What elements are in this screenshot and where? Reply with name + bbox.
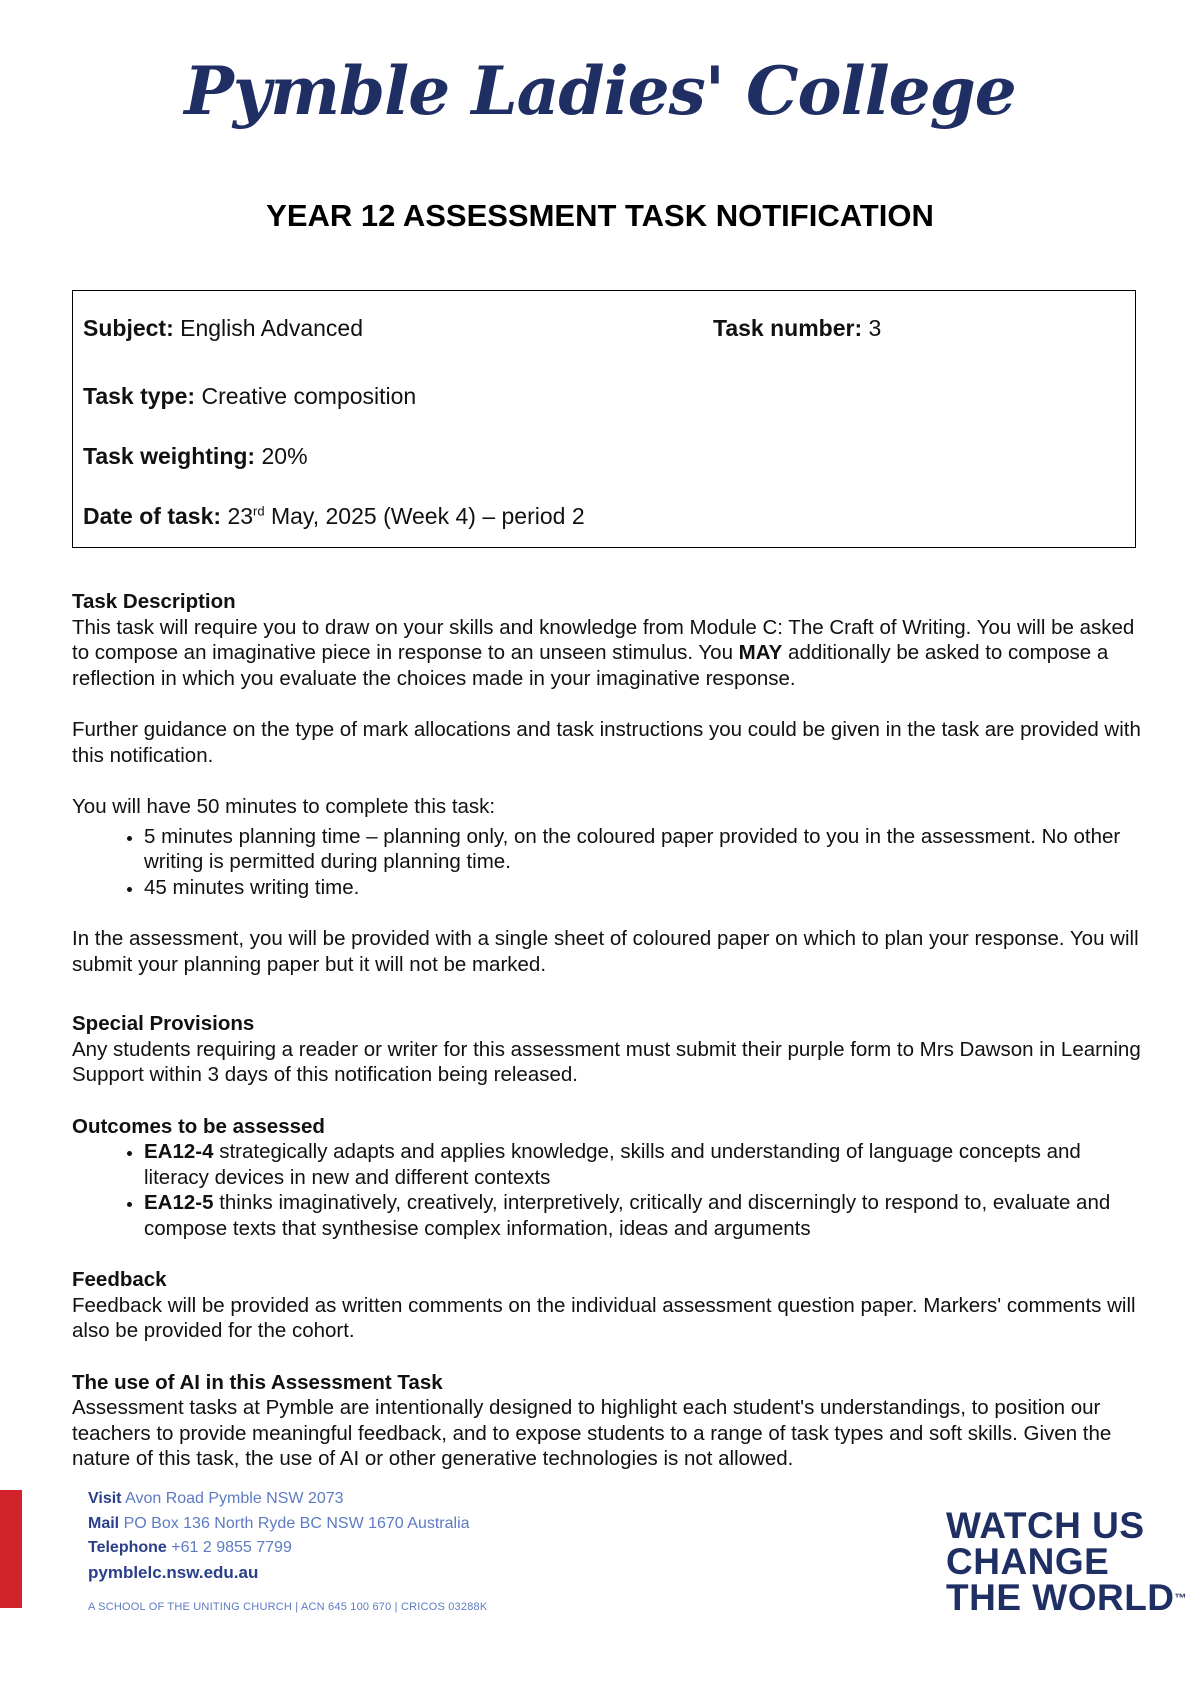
task-weighting-field <box>83 443 308 470</box>
time-list-item: • 45 minutes writing time. <box>144 875 1142 901</box>
description-text-a: This task will require you to draw on your skills and knowledge from Module C: The Craft of Writing. You will be asked to compose an imaginative piece in response to an unseen stimulus. You <box>72 615 1135 664</box>
guidance-paragraph: Further guidance on the type of mark allocations and task instructions you could be given in the task are provided with this notification. <box>72 718 1141 767</box>
footer-accent-bar <box>0 1490 22 1608</box>
time-list <box>72 824 1142 901</box>
outcome-item <box>144 1190 1142 1241</box>
phone-label: Telephone <box>88 1539 167 1556</box>
time-list-item: • 5 minutes planning time – planning only, on the coloured paper provided to you in the assessment. No other writing is permitted during planning time. <box>144 824 1142 875</box>
tagline-line: WATCH US <box>946 1505 1145 1546</box>
footer-mail <box>88 1512 487 1537</box>
task-number-field <box>713 315 881 342</box>
subject-value: English Advanced <box>180 315 363 341</box>
footer-contact <box>88 1487 487 1620</box>
footer-small-print: A SCHOOL OF THE UNITING CHURCH | ACN 645 100 670 | CRICOS 03288K <box>88 1601 488 1613</box>
task-number-value: 3 <box>868 315 882 341</box>
visit-label: Visit <box>88 1490 122 1507</box>
special-provisions-text: Any students requiring a reader or writer for this assessment must submit their purple form to Mrs Dawson in Learning Support within 3 days of this notification being released. <box>72 1037 1141 1086</box>
subject-field <box>83 315 363 342</box>
phone-value: +61 2 9855 7799 <box>171 1539 292 1556</box>
planning-paragraph: In the assessment, you will be provided with a single sheet of coloured paper on which to plan your response. You will submit your planning paper but it will not be marked. <box>72 927 1139 976</box>
ai-text: Assessment tasks at Pymble are intentionally designed to highlight each student's understandings, to position our teachers to provide meaningful feedback, and to expose students to a range of task types and soft skills. Given the nature of this task, the use of AI or other generative technologies is not allowed. <box>72 1396 1112 1470</box>
task-type-label: Task type: <box>83 383 196 409</box>
tagline-line: THE WORLD <box>946 1577 1175 1618</box>
outcomes-heading: Outcomes to be assessed <box>72 1114 325 1138</box>
trademark-mark: ™ <box>1174 1591 1188 1605</box>
mail-value: PO Box 136 North Ryde BC NSW 1670 Australia <box>123 1514 470 1532</box>
description-text-b: additionally be asked to compose a reflection in which you evaluate the choices made in your imaginative response. <box>72 641 1109 690</box>
tagline-logo <box>946 1505 1188 1618</box>
outcome-text: thinks imaginatively, creatively, interpretively, critically and discerningly to respond to, evaluate and compose texts that synthesise complex information, ideas and arguments <box>144 1191 1111 1240</box>
ai-heading: The use of AI in this Assessment Task <box>72 1370 443 1394</box>
date-label: Date of task: <box>83 503 222 529</box>
task-info-box <box>72 290 1136 548</box>
date-suffix: rd <box>253 503 265 519</box>
task-weighting-value: 20% <box>261 443 308 469</box>
page-title: YEAR 12 ASSESSMENT TASK NOTIFICATION <box>266 198 934 233</box>
document-body <box>72 589 1142 1472</box>
task-description-heading: Task Description <box>72 590 236 613</box>
footer-phone <box>88 1536 487 1561</box>
date-day: 23 <box>227 503 254 529</box>
footer-visit <box>88 1487 487 1512</box>
college-logo: Pymble Ladies' College <box>184 52 1016 130</box>
time-paragraph: You will have 50 minutes to complete this task: <box>72 795 496 818</box>
date-rest: May, 2025 (Week 4) – period 2 <box>270 503 585 529</box>
task-type-field <box>83 383 416 410</box>
footer-website-link[interactable]: pymblelc.nsw.edu.au <box>88 1562 259 1582</box>
task-weighting-label: Task weighting: <box>83 443 256 469</box>
outcome-code: EA12-5 <box>144 1191 214 1214</box>
task-description-paragraph <box>72 615 1142 692</box>
visit-value: Avon Road Pymble NSW 2073 <box>125 1490 344 1507</box>
outcomes-list <box>72 1139 1142 1241</box>
feedback-text: Feedback will be provided as written comments on the individual assessment question paper. Markers' comments will also be provided for the cohort. <box>72 1293 1136 1342</box>
outcome-item <box>144 1139 1142 1190</box>
special-provisions-heading: Special Provisions <box>72 1012 255 1035</box>
task-number-label: Task number: <box>713 315 863 341</box>
date-of-task-field <box>83 503 585 530</box>
task-type-value: Creative composition <box>201 383 417 409</box>
tagline-line: CHANGE <box>946 1541 1110 1582</box>
feedback-heading: Feedback <box>72 1268 167 1291</box>
outcome-code: EA12-4 <box>144 1140 214 1163</box>
outcome-text: strategically adapts and applies knowledge, skills and understanding of language concepts and literacy devices in new and different contexts <box>144 1140 1081 1189</box>
mail-label: Mail <box>88 1514 120 1532</box>
description-emphasis: MAY <box>738 641 783 664</box>
subject-label: Subject: <box>83 315 174 341</box>
